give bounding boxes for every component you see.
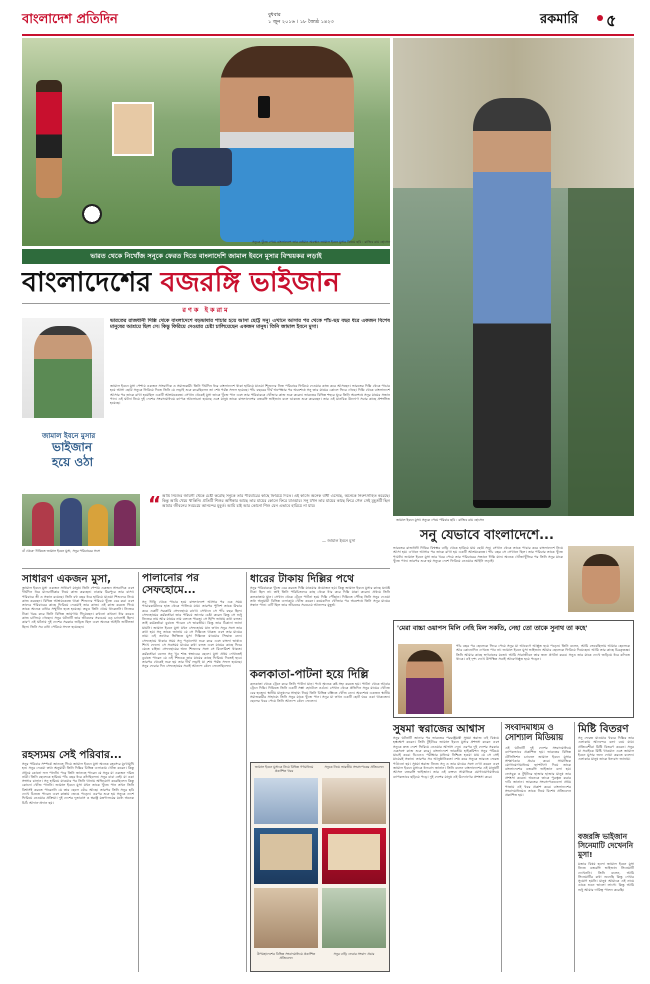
jamal-label-role: ভাইজান হয়ে ওঠা <box>52 440 94 469</box>
mother-quote-headline: 'মেরা বাচ্চা ওয়াপস মিলি নেহি মিল সকতি, নেহা তো তাকে সুনাথ তা কহে' <box>397 624 588 632</box>
top-photo <box>22 38 390 246</box>
byline: রণক ইকরাম <box>182 306 230 314</box>
header-date: ১ জুন ২০১৬ । ১৮ জ্যৈষ্ঠ ১৪২৩ <box>268 19 334 25</box>
col-rule-4 <box>574 722 575 972</box>
car-bg <box>172 148 232 186</box>
top-photo-caption: সনুকে খুঁজে পেয়ে বাংলাদেশে তার বর্তমান অবস্থান জামাল ইবনে মুসার বিষয়ে ছবি : রাজিব রায় হোসেন <box>252 240 390 244</box>
family-figure-2 <box>60 498 82 546</box>
collage-photo-2 <box>322 778 386 824</box>
sushma-body: সনুর ঘটনাটি জানার পর ভারতের পররাষ্ট্রমন্ত্রী সুষমা স্বরাজ এই বিষয়ে হস্তক্ষেপ করেন। তিনি টুইটারে জামাল ইবনে মুসার প্রশংসা করেন এবং সনুকে দ্রুত দেশে ফিরিয়ে নেওয়ার আশ্বাস দেন। এরপর দুই দেশের সরকার একসঙ্গে কাজ শুরু করে। বাংলাদেশে ভারতীয় হাইকমিশন সনুর পরিচয় যাচাই করে। ডিএনএ পরীক্ষার মাধ্যমে নিশ্চিত হওয়া যায় যে সে সেই মায়েরই সন্তান। তারপর সব আনুষ্ঠানিকতা শেষ করে সনুকে ভারতে ফেরত পাঠানো হয়। সুষমা স্বরাজ নিজে সনু ও তার মায়ের সঙ্গে দেখা করেন এবং জামাল ইবনে মুসাকে ধন্যবাদ জানান। তিনি বলেন বাংলাদেশের এই মানুষটি আসল বজরঙ্গি ভাইজান। তার এই বক্তব্য সামাজিক যোগাযোগমাধ্যমে ব্যাপকভাবে ছড়িয়ে পড়ে। দুই দেশের মানুষ এই উদ্যোগের প্রশংসা করে। <box>393 736 499 779</box>
quote-box <box>22 476 390 548</box>
film-body: মজার বিষয় হলো জামাল ইবনে মুসা নিজে বজরঙ্গি ভাইজান সিনেমাটি দেখেননি। তিনি বলেন, আমি সিনেমাটির কথা শুনেছি কিন্তু দেখার সুযোগ হয়নি। মানুষ আমাকে এই নামে ডাকে শুনে ভালো লাগে। কিন্তু আমি শুধু আমার দায়িত্ব পালন করেছি। <box>578 862 634 892</box>
phone <box>258 96 270 118</box>
section-media: সংবাদমাধ্যম ও সোশ্যাল মিডিয়ায় <box>505 722 564 742</box>
col-rule-1 <box>138 572 139 972</box>
sonu-portrait <box>568 546 634 612</box>
right-photo <box>393 38 634 516</box>
jamal-portrait <box>22 318 104 418</box>
section-ordinary: সাধারণ একজন মুসা, <box>22 573 112 585</box>
headline-part2: বজরঙ্গি ভাইজান <box>160 267 340 298</box>
page-number: ৫ <box>606 11 617 30</box>
family-figure-3 <box>88 504 108 546</box>
collage-photo-1 <box>254 778 318 824</box>
right-photo-caption: জামাল ইবনে মুসা। সনুকে পেয়ে পরিবার ছবি : রাজিব রায় হোসেন <box>396 518 484 522</box>
mother-figure <box>406 650 444 714</box>
collage-photo-4 <box>322 828 386 884</box>
quote-photo-caption: বাঁ থেকে- দিল্লিতে জামাল ইবনে মুসা, সনুর পরিবারের সঙ্গে <box>22 549 100 553</box>
man-figure <box>473 98 551 508</box>
jamal-figure <box>34 326 92 418</box>
section-family: রহস্যময় সেই পরিবার... <box>22 749 122 761</box>
section-name: রকমারি <box>540 12 579 27</box>
mother-photo <box>398 644 452 714</box>
football <box>82 204 102 224</box>
quote-mark: “ <box>148 492 162 516</box>
collage-caption-2: সনুকে নিয়ে ভারতীয় সংবাদপত্রের প্রতিবেদন <box>324 765 384 769</box>
tree-right <box>568 188 634 516</box>
fled-body: সনু দিল্লি থেকে পাচার হয়ে বাংলাদেশে আসার পর এক সময় পাচারকারীদের হাত থেকে পালিয়ে যায়। তারপর পুলিশ তাকে উদ্ধার করে একটি সরকারি সেফহোমে রাখে। সেখানে সে পাঁচ বছর ছিল। সেফহোমের কর্মকর্তারা তার পরিচয় জানার চেষ্টা করেন কিন্তু সে শুধু নিজের নাম আর মায়ের নাম বলতে পারত। সে হিন্দি ভাষায় কথা বলত। তাই কর্মকর্তারা বুঝতে পারেন সে ভারতীয়। কিন্তু তার ঠিকানা জানা যায়নি। জামাল ইবনে মুসা যখন সেফহোমে যান তখন সনুর সঙ্গে তার কথা হয়। সনু তাকে জানায় যে সে দিল্লিতে থাকত এবং তার মায়ের নাম। এই তথ্যের ভিত্তিতে মুসা দিল্লিতে যাওয়ার সিদ্ধান্ত নেন। সেফহোমে থাকার সময় সনু পড়ালেখা শুরু করে এবং বাংলা ভাষাও শিখে ফেলে। সে সবসময় মায়ের কথা বলত এবং মায়ের কাছে ফিরে যেতে চাইত। সেফহোমের অন্য শিশুদের সঙ্গে সে মিলেমিশে থাকত। কর্মকর্তারা বলেন সনু খুব শান্ত স্বভাবের ছেলে। মুসা প্রথম দেখাতেই বুঝতে পারেন যে এই শিশুকে তার মায়ের কাছে ফিরিয়ে দিতেই হবে। তারপর থেকেই শুরু হয় তার দীর্ঘ লড়াই যা শেষ পর্যন্ত সফল হয়েছে। সনুর ফেরার দিন সেফহোমের সবাই আনন্দে কেঁদে ফেলেছিলেন। <box>142 600 242 669</box>
section-loan: ধারের টাকায় দিল্লির পথে <box>250 573 354 585</box>
collage-caption-3: উপমহাদেশের বিভিন্ন সংবাদমাধ্যমে প্রকাশিত প্রতিবেদন <box>256 952 316 960</box>
header-rule <box>22 34 634 36</box>
header-day: বুধবার <box>268 12 281 18</box>
ordinary-body: জামাল ইবনে মুসা একজন সাধারণ মানুষ। তিনি পেশায় একজন সাংবাদিক এবং দীর্ঘদিন ধরে মানবাধিকার নিয়ে কাজ করছেন। ঢাকার মিরপুরে তার বাসা। পরিবারে স্ত্রী ও সন্তান রয়েছে। তিনি বহু বছর ধরে হারিয়ে যাওয়া শিশুদের নিয়ে কাজ করছেন। বিভিন্ন আশ্রয়কেন্দ্রে থাকা শিশুদের পরিচয় খুঁজে বের করা এবং তাদের পরিবারের কাছে ফিরিয়ে দেওয়াই তার কাজ। এই কাজ করতে গিয়ে তাকে অনেক বাধার সম্মুখীন হতে হয়েছে। তবুও তিনি থেমে থাকেননি। নিজের টাকা খরচ করে তিনি বিভিন্ন জায়গায় গিয়েছেন। কখনো কখনো ধার করেও কাজ চালিয়ে গেছেন। সনুর ঘটনাটি তার জীবনের সবচেয়ে বড় চ্যালেঞ্জ ছিল। কারণ এই ঘটনায় দুই দেশের সরকার জড়িত ছিল এবং অনেক আইনি জটিলতা ছিল। তিনি সব বাধা পেরিয়ে সফল হয়েছেন। <box>22 586 134 629</box>
section-kolkata: কলকাতা-পাটনা হয়ে দিল্লি <box>250 667 369 681</box>
section-sonu-came: সনু যেভাবে বাংলাদেশে... <box>420 528 554 543</box>
collage-photo-5 <box>254 888 318 948</box>
top-banner: ভারত থেকে নিখোঁজ সনুকে ফেরত দিতে বাংলাদেশি জামাল ইবনে মুসার বিস্ময়কর লড়াই <box>22 249 390 264</box>
tv-screen <box>260 834 312 870</box>
section-fled: পালানোর পর সেফহোমে... <box>142 572 199 596</box>
masthead: বাংলাদেশ প্রতিদিন <box>22 12 118 27</box>
col-rule-3 <box>501 722 502 972</box>
collage-caption-4: সনুর বাড়ি ফেরার সংবাদ প্রচার <box>333 952 375 956</box>
sonu-face <box>582 554 620 604</box>
section-film: বজরঙ্গি ভাইজান সিনেমাটি দেখেননি মুসা! <box>578 832 633 859</box>
headline-rule <box>22 303 390 304</box>
collage-photo-6 <box>322 888 386 948</box>
section-sweets: মিষ্টি বিতরণ <box>578 723 629 735</box>
collage-caption-1: জামাল ইবনে মুসাকে নিয়ে বিভিন্ন গণমাধ্যমে প্রকাশিত খবর <box>254 765 314 773</box>
mother-quote-body: পাঁচ বছর পর ছেলেকে ফিরে পেয়ে সনুর মা আবেগে আপ্লুত হয়ে পড়েন। তিনি বলেন, আমি ভেবেছিলাম আমার ছেলেকে আর কোনোদিন দেখতে পাব না। জামাল ইবনে মুসা ভাইজান আমার ছেলেকে ফিরিয়ে দিয়েছেন। আমি তার কাছে চিরকৃতজ্ঞ। তিনি আমার কাছে ভগবানের মতো। আমি সারাজীবন তার জন্য প্রার্থনা করব। সনুও তার মাকে দেখে জড়িয়ে ধরে কাঁদতে থাকে। এই দৃশ্য দেখে উপস্থিত সবাই আবেগাপ্লুত হয়ে পড়েন। <box>456 644 630 661</box>
intro-body: জামাল ইবনে মুসা পেশায় একজন সাংবাদিক ও সমাজকর্মী। তিনি দীর্ঘদিন ধরে বাংলাদেশে থাকা হারিয়ে যাওয়া শিশুদের নিজ পরিবারে ফিরিয়ে দেওয়ার কাজ করে আসছেন। ভারতের দিল্লি থেকে পাচার হয়ে আসা ছোট্ট সনুকে ফিরিয়ে দিতে তিনি যে লড়াই শুরু করেছিলেন তা শেষ পর্যন্ত সফল হয়েছে। পাঁচ বছরের দীর্ঘ অপেক্ষার পর অবশেষে সনু তার মায়ের কোলে ফিরে গেছে। দিল্লি থেকে বাংলাদেশে আসার পর তাকে রাখা হয়েছিল একটি আশ্রয়কেন্দ্রে। সেখান থেকেই মুসা তাকে খুঁজে পান এবং তার পরিবারকে খোঁজার কাজ শুরু করেন। ভারতের বিভিন্ন শহরে ঘুরে তিনি অবশেষে সনুর মায়ের সন্ধান পান। এই ঘটনা নিয়ে দুই দেশের সংবাদমাধ্যমে ব্যাপক আলোচনা হয়েছে এবং মানুষ তাকে বাংলাদেশের বজরঙ্গি ভাইজান বলে ডাকতে শুরু করেছেন। তার এই মানবিক উদ্যোগ সবার কাছে প্রশংসিত হয়েছে। <box>110 384 390 406</box>
header-dot <box>597 15 603 21</box>
headline-part1: বাংলাদেশের <box>22 267 152 298</box>
family-body: সনুর পরিবার সম্পর্কে জানতে গিয়ে জামাল ইবনে মুসা অনেক রহস্যের মুখোমুখি হন। সনুর দেওয়া তথ্য অনুযায়ী তিনি দিল্লির বিভিন্ন এলাকায় খোঁজ করেন। কিন্তু প্রথমে কোনো ফল পাননি। পরে তিনি জানতে পারেন যে সনুর মা একজন দরিদ্র নারী। তিনি ছেলেকে হারিয়ে পাঁচ বছর ধরে কাঁদছিলেন। সনুর বাবা নেই। মা একা সংসার চালান। সনু হারিয়ে যাওয়ার পর তিনি থানায় অভিযোগ করেছিলেন কিন্তু কোনো খোঁজ পাননি। জামাল ইবনে মুসা যখন তাকে খুঁজে পান তখন তিনি বিশ্বাসই করতে পারেননি যে তার ছেলে বেঁচে আছে। তারপর তিনি সনুর ছবি দেখে চিনতে পারেন এবং কান্নায় ভেঙে পড়েন। এরপর শুরু হয় সনুকে দেশে ফিরিয়ে নেওয়ার প্রক্রিয়া। দুই দেশের দূতাবাস ও স্বরাষ্ট্র মন্ত্রণালয়ের মধ্যে অনেক চিঠি আদান-প্রদান হয়। <box>22 762 134 805</box>
inset-portrait <box>112 102 154 156</box>
media-body: এই ঘটনাটি দুই দেশের সংবাদমাধ্যমে ব্যাপকভাবে প্রকাশিত হয়। ভারতের বিভিন্ন টেলিভিশন চ্যানেল জামাল ইবনে মুসার সাক্ষাৎকার প্রচার করে। সামাজিক যোগাযোগমাধ্যমে হ্যাশট্যাগ দিয়ে তাকে বাংলাদেশের বজরঙ্গি ভাইজান বলা হয়। ফেসবুক ও টুইটারে হাজার হাজার মানুষ তার প্রশংসা করেন। অনেকে তাকে পুরস্কৃত করার দাবি জানান। ভারতের সংবাদপত্রগুলো প্রথম পাতায় এই খবর প্রকাশ করে। বাংলাদেশের সংবাদমাধ্যমেও তাকে নিয়ে বিশেষ প্রতিবেদন প্রকাশিত হয়। <box>505 746 571 798</box>
headline <box>22 266 390 300</box>
quote-credit: — জামাল ইবনে মুসা <box>322 538 356 543</box>
family-photo <box>22 494 140 546</box>
family-figure-1 <box>32 502 54 546</box>
quote-text: আমি নিজের জায়গা থেকে চেষ্টা করেছি সনুকে তার পরিবারের কাছে ফিরিয়ে দিতে। এই কাজে অনেক বাধা এসেছে, অনেকে নিরুৎসাহিত করেছে। কিন্তু আমি থেমে থাকিনি। প্রতিটি শিশুর অধিকার আছে তার মায়ের কোলে ফিরে যাওয়ার। সনু যখন তার মায়ের কাছে ফিরে গেল সেই মুহূর্তটি ছিল আমার জীবনের সবচেয়ে আনন্দের মুহূর্ত। আমি চাই আর কোনো শিশু যেন এভাবে হারিয়ে না যায়। <box>162 494 390 508</box>
boy-with-phone <box>220 46 354 242</box>
kolkata-body: কলকাতা থেকে ট্রেনে করে তিনি পাটনা যান। পথে অনেক কষ্ট সহ্য করতে হয়। পাটনা থেকে আবার ট্রেনে দিল্লি। দিল্লিতে তিনি একটি সস্তা হোটেলে ওঠেন। সেখান থেকে প্রতিদিন সনুর মায়ের খোঁজে বের হতেন। স্থানীয় মানুষদের সাহায্য নিয়ে তিনি বিভিন্ন বস্তিতে খোঁজ নেন। অবশেষে একজন স্থানীয় সমাজকর্মীর সাহায্যে তিনি সনুর মাকে খুঁজে পান। সনুর মা তখন একটি ছোট ঘরে একা থাকতেন। ছেলের খবর পেয়ে তিনি আনন্দে কেঁদে ফেলেন। <box>250 682 390 704</box>
intro-text: ভারতের রাজধানী দিল্লি থেকে বাংলাদেশে বড়ভাষার পাচার হয়ে আসা ছোট্ট সনু। এখানে আসার পর থেকে পাঁচ-ছয় বছর ধরে একজন বিশেষ মানুষের আশ্রয়ে ছিল সে। কিন্তু ফিরিয়ে দেওয়ার চেষ্টা চালিয়েছেন একজন মানুষ। তিনি জামাল ইবনে মুসা। <box>110 318 390 331</box>
collage-photo-3 <box>254 828 318 884</box>
sweets-body: সনু ফেরত যাওয়ার খবরে দিল্লির তার এলাকায় আনন্দের বন্যা বয়ে যায়। প্রতিবেশীরা মিষ্টি বিতরণ করেন। সনুর মা সবাইকে মিষ্টি খাওয়ান এবং জামাল ইবনে মুসার জন্য দোয়া করতে বলেন। এলাকার মানুষ তাকে ধন্যবাদ জানায়। <box>578 736 634 762</box>
boy-left-figure <box>36 80 62 198</box>
loan-body: সনুর পরিবারকে খুঁজে বের করতে দিল্লি যাওয়ার প্রয়োজন হয়। কিন্তু জামাল ইবনে মুসার কাছে যথেষ্ট টাকা ছিল না। তাই তিনি পরিচিতদের কাছ থেকে ধার করে দিল্লি যাত্রা করেন। প্রথমে তিনি কলকাতায় যান। সেখান থেকে ট্রেনে পাটনা হয়ে দিল্লি পৌঁছান। দিল্লিতে পৌঁছে তিনি সনুর দেওয়া তথ্য অনুযায়ী বিভিন্ন এলাকায় খোঁজ করেন। কয়েকদিন খোঁজার পর অবশেষে তিনি সনুর মায়ের সন্ধান পান। এটি ছিল তার জীবনের সবচেয়ে আনন্দের মুহূর্ত। <box>250 586 390 608</box>
jamal-label-name: জামাল ইবনে মুসার <box>42 432 96 440</box>
section-sushma: সুষমা স্বরাজের আশ্বাস <box>393 723 485 735</box>
news-screen <box>328 834 380 870</box>
section-rule <box>22 568 390 569</box>
col-rule-2 <box>246 572 247 972</box>
family-figure-4 <box>114 500 136 546</box>
sonu-came-body: ভারতের রাজধানী দিল্লির বিশ্বম্ভর বাড়ি থেকে হারিয়ে যায় ছোট্ট সনু। সেখান থেকে তাকে পাচার করে বাংলাদেশে নিয়ে আসা হয়। এখানে আসার পর তাকে রাখা হয় একটি আশ্রয়কেন্দ্রে। পাঁচ বছর সে সেখানে ছিল। তার পরিবার তাকে খুঁজে পায়নি। জামাল ইবনে মুসা তার খবর পেয়ে তার পরিবারের সন্ধানে দিল্লি যান। অনেক খোঁজাখুঁজির পর তিনি সনুর মাকে খুঁজে পান। তারপর শুরু হয় সনুকে দেশে ফিরিয়ে নেওয়ার আইনি লড়াই। <box>393 546 563 563</box>
